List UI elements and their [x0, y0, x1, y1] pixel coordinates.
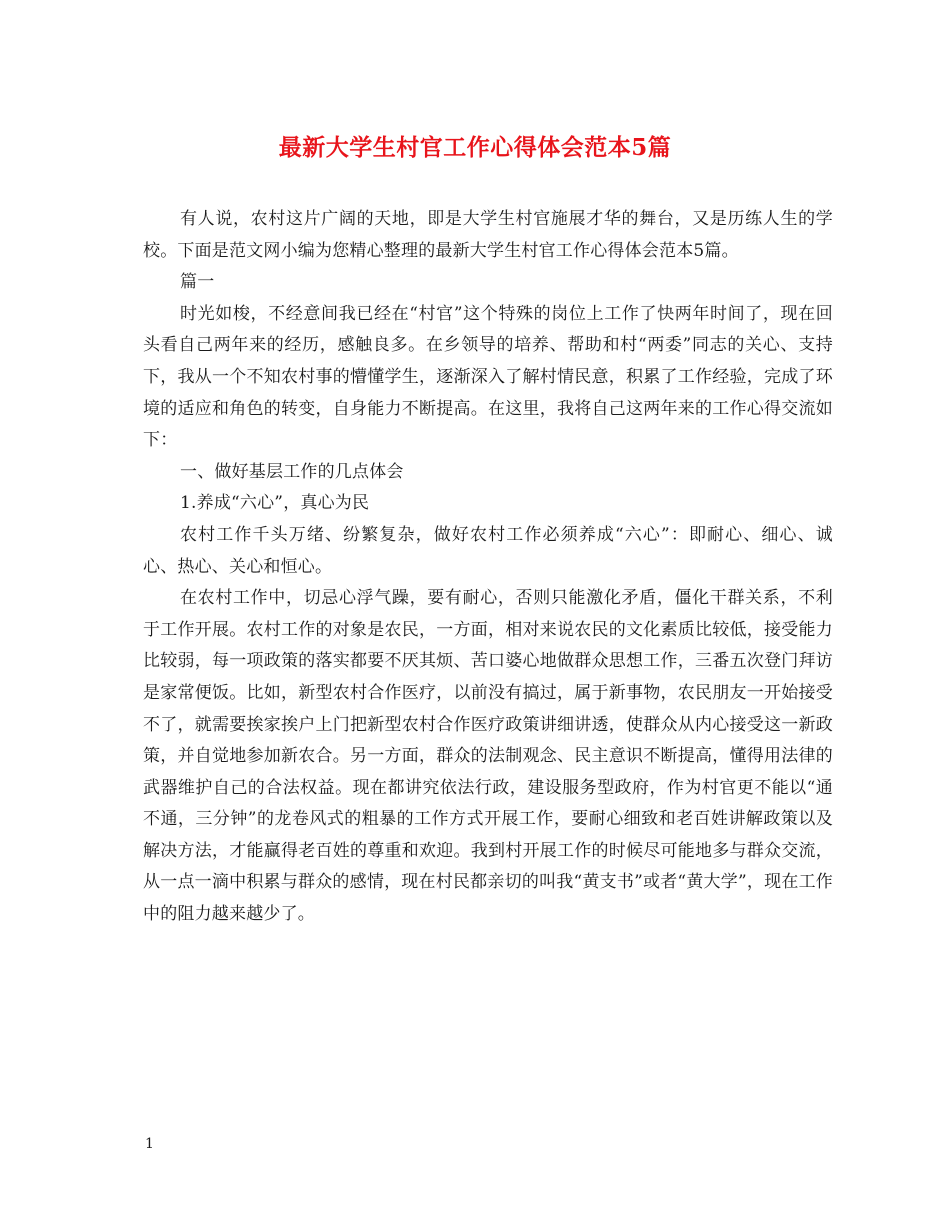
subsection-heading: 1.养成“六心”，真心为民 — [180, 493, 370, 514]
document-title: 最新大学生村官工作心得体会范本5篇 — [278, 134, 672, 161]
section-heading: 一、做好基层工作的几点体会 — [180, 461, 404, 482]
body-paragraph: 时光如梭，不经意间我已经在“村官”这个特殊的岗位上工作了快两年时间了，现在回头看自己两年来的经历，感触良多。在乡领导的培养、帮助和村“两委”同志的关心、支持下，我从一个不知农村事的懵懂学生，逐渐深入了解村情民意，积累了工作经验，完成了环境的适应和角色的转变，自身能力不断提高。在这里，我将自己这两年来的工作心得交流如下： — [143, 303, 833, 451]
page-number: 1 — [145, 1136, 154, 1152]
document-body — [143, 204, 833, 931]
intro-paragraph: 有人说，农村这片广阔的天地，即是大学生村官施展才华的舞台，又是历练人生的学校。下面是范文网小编为您精心整理的最新大学生村官工作心得体会范本5篇。 — [143, 209, 833, 261]
body-paragraph: 农村工作千头万绪、纷繁复杂，做好农村工作必须养成“六心”：即耐心、细心、诚心、热心、关心和恒心。 — [143, 524, 833, 577]
body-paragraph: 在农村工作中，切忌心浮气躁，要有耐心，否则只能激化矛盾，僵化干群关系，不利于工作开展。农村工作的对象是农民，一方面，相对来说农民的文化素质比较低，接受能力比较弱，每一项政策的落实都要不厌其烦、苦口婆心地做群众思想工作，三番五次登门拜访是家常便饭。比如，新型农村合作医疗，以前没有搞过，属于新事物，农民朋友一开始接受不了，就需要挨家挨户上门把新型农村合作医疗政策讲细讲透，使群众从内心接受这一新政策，并自觉地参加新农合。另一方面，群众的法制观念、民主意识不断提高，懂得用法律的武器维护自己的合法权益。现在都讲究依法行政，建设服务型政府，作为村官更不能以“通不通，三分钟”的龙卷风式的粗暴的工作方式开展工作，要耐心细致和老百姓讲解政策以及解决方法，才能赢得老百姓的尊重和欢迎。我到村开展工作的时候尽可能地多与群众交流，从一点一滴中积累与群众的感情，现在村民都亲切的叫我“黄支书”或者“黄大学”，现在工作中的阻力越来越少了。 — [143, 588, 833, 925]
section-label: 篇一 — [180, 272, 215, 293]
